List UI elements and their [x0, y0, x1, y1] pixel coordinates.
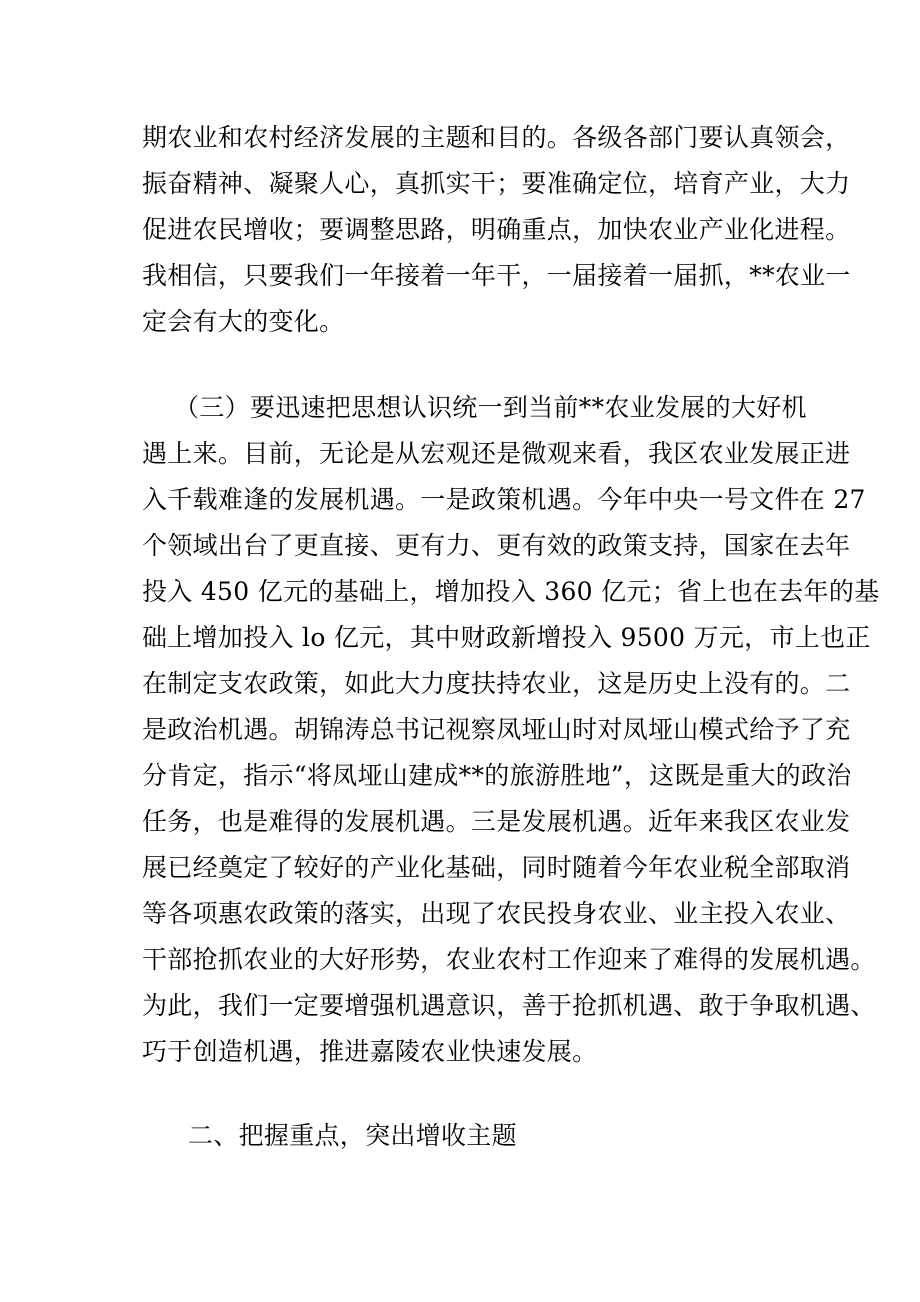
text-line: 投入 450 亿元的基础上，增加投入 360 亿元；省上也在去年的基: [142, 577, 880, 606]
text-line: （三）要迅速把思想认识统一到当前**农业发展的大好机: [174, 393, 807, 422]
text-line: 定会有大的变化。: [142, 307, 345, 336]
text-line: 遇上来。目前，无论是从宏观还是微观来看，我区农业发展正进: [142, 439, 851, 468]
text-line: 分肯定，指示“将凤垭山建成**的旅游胜地”，这既是重大的政治: [142, 761, 852, 790]
text-line: 我相信，只要我们一年接着一年干，一届接着一届抓，**农业一: [142, 261, 851, 290]
text-line: 在制定支农政策，如此大力度扶持农业，这是历史上没有的。二: [142, 669, 851, 698]
text-line: 任务，也是难得的发展机遇。三是发展机遇。近年来我区农业发: [142, 807, 851, 836]
paragraph-2: [142, 385, 880, 1075]
text-line: 振奋精神、凝聚人心，真抓实干；要准确定位，培育产业，大力: [142, 169, 851, 198]
text-line: 展已经奠定了较好的产业化基础，同时随着今年农业税全部取消: [142, 853, 851, 882]
text-line: 是政治机遇。胡锦涛总书记视察凤垭山时对凤垭山模式给予了充: [142, 715, 851, 744]
text-line: 为此，我们一定要增强机遇意识，善于抢抓机遇、敢于争取机遇、: [142, 991, 876, 1020]
text-line: 干部抢抓农业的大好形势，农业农村工作迎来了难得的发展机遇。: [142, 945, 876, 974]
text-line: 巧于创造机遇，推进嘉陵农业快速发展。: [142, 1037, 598, 1066]
text-line: 础上增加投入 lo 亿元，其中财政新增投入 9500 万元，市上也正: [142, 623, 871, 652]
text-line: 促进农民增收；要调整思路，明确重点，加快农业产业化进程。: [142, 215, 851, 244]
paragraph-1: [142, 115, 851, 345]
section-heading: [142, 1113, 782, 1159]
text-line: 二、把握重点，突出增收主题: [188, 1121, 517, 1150]
text-line: 等各项惠农政策的落实，出现了农民投身农业、业主投入农业、: [142, 899, 851, 928]
text-line: 期农业和农村经济发展的主题和目的。各级各部门要认真领会，: [142, 123, 851, 152]
text-line: 入千载难逢的发展机遇。一是政策机遇。今年中央一号文件在 27: [142, 485, 866, 514]
text-line: 个领域出台了更直接、更有力、更有效的政策支持，国家在去年: [142, 531, 851, 560]
